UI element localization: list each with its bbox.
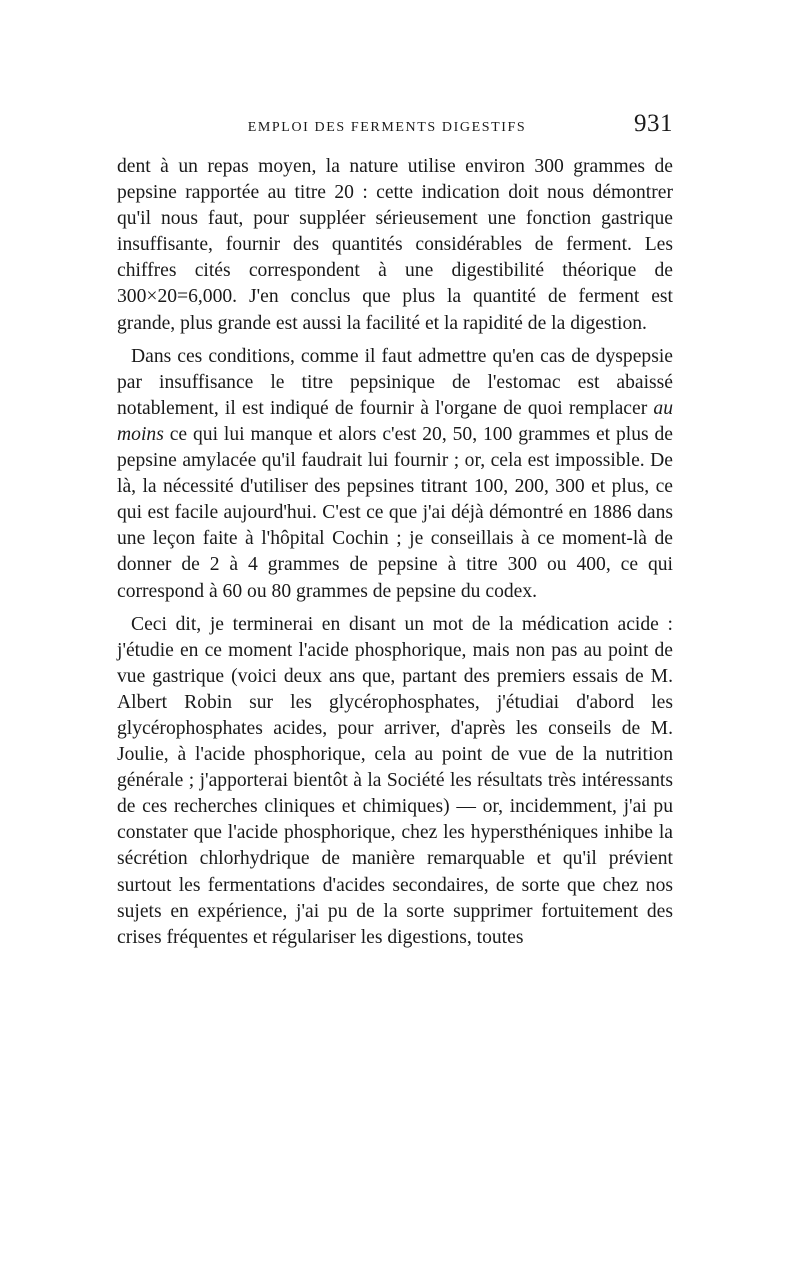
page-number: 931 — [634, 110, 673, 137]
running-title: EMPLOI DES FERMENTS DIGESTIFS — [247, 120, 527, 135]
running-head — [117, 106, 673, 142]
paragraph-2-part-b: ce qui lui manque et alors c'est 20, 50, 100 grammes et plus de pepsine amylacée qu'il faudrait lui fournir ; or, cela est impossible. De là, la nécessité d'utiliser des pepsines titrant 100, 200, 300 et plus, ce qui est facile aujourd'hui. C'est ce que j'ai déjà démontré en 1886 dans une leçon faite à l'hôpital Cochin ; je conseillais à ce moment-là de donner de 2 à 4 grammes de pepsine à titre 300 ou 400, ce qui correspond à 60 ou 80 grammes de pepsine du codex. — [117, 423, 673, 602]
paragraph-2-part-a: Dans ces conditions, comme il faut admettre qu'en cas de dyspepsie par insuffisance le titre pepsinique de l'estomac est abaissé notablement, il est indiqué de fournir à l'organe de quoi remplacer — [117, 345, 673, 419]
paragraph-1: dent à un repas moyen, la nature utilise environ 300 grammes de pepsine rapportée au titre 20 : cette indication doit nous démontrer qu'il nous faut, pour suppléer sérieusement une fonction gastrique insuffisante, fournir des quantités considérables de ferment. Les chiffres cités correspondent à une digestibilité théorique de 300×20=6,000. J'en conclus que plus la quantité de ferment est grande, plus grande est aussi la facilité et la rapidité de la digestion. — [117, 156, 673, 334]
paragraph-3: Ceci dit, je terminerai en disant un mot de la médication acide : j'étudie en ce moment l'acide phosphorique, mais non pas au point de vue gastrique (voici deux ans que, partant des premiers essais de M. Albert Robin sur les glycérophosphates, j'étudiai d'abord les glycérophosphates acides, pour arriver, d'après les conseils de M. Joulie, à l'acide phosphorique, cela au point de vue de la nutrition générale ; j'apporterai bientôt à la Société les résultats très intéressants de ces recherches cliniques et chimiques) — or, incidemment, j'ai pu constater que l'acide phosphorique, chez les hypersthéniques inhibe la sécrétion chlorhydrique de manière remarquable et qu'il prévient surtout les fermentations d'acides secondaires, de sorte que chez nos sujets en expérience, j'ai pu de la sorte supprimer fortuitement des crises fréquentes et régulariser les digestions, toutes — [117, 613, 673, 948]
body-text — [117, 154, 673, 951]
book-page — [117, 106, 673, 951]
paragraph-2 — [117, 344, 673, 605]
paragraph-2-emphasis: au moins — [117, 397, 673, 445]
